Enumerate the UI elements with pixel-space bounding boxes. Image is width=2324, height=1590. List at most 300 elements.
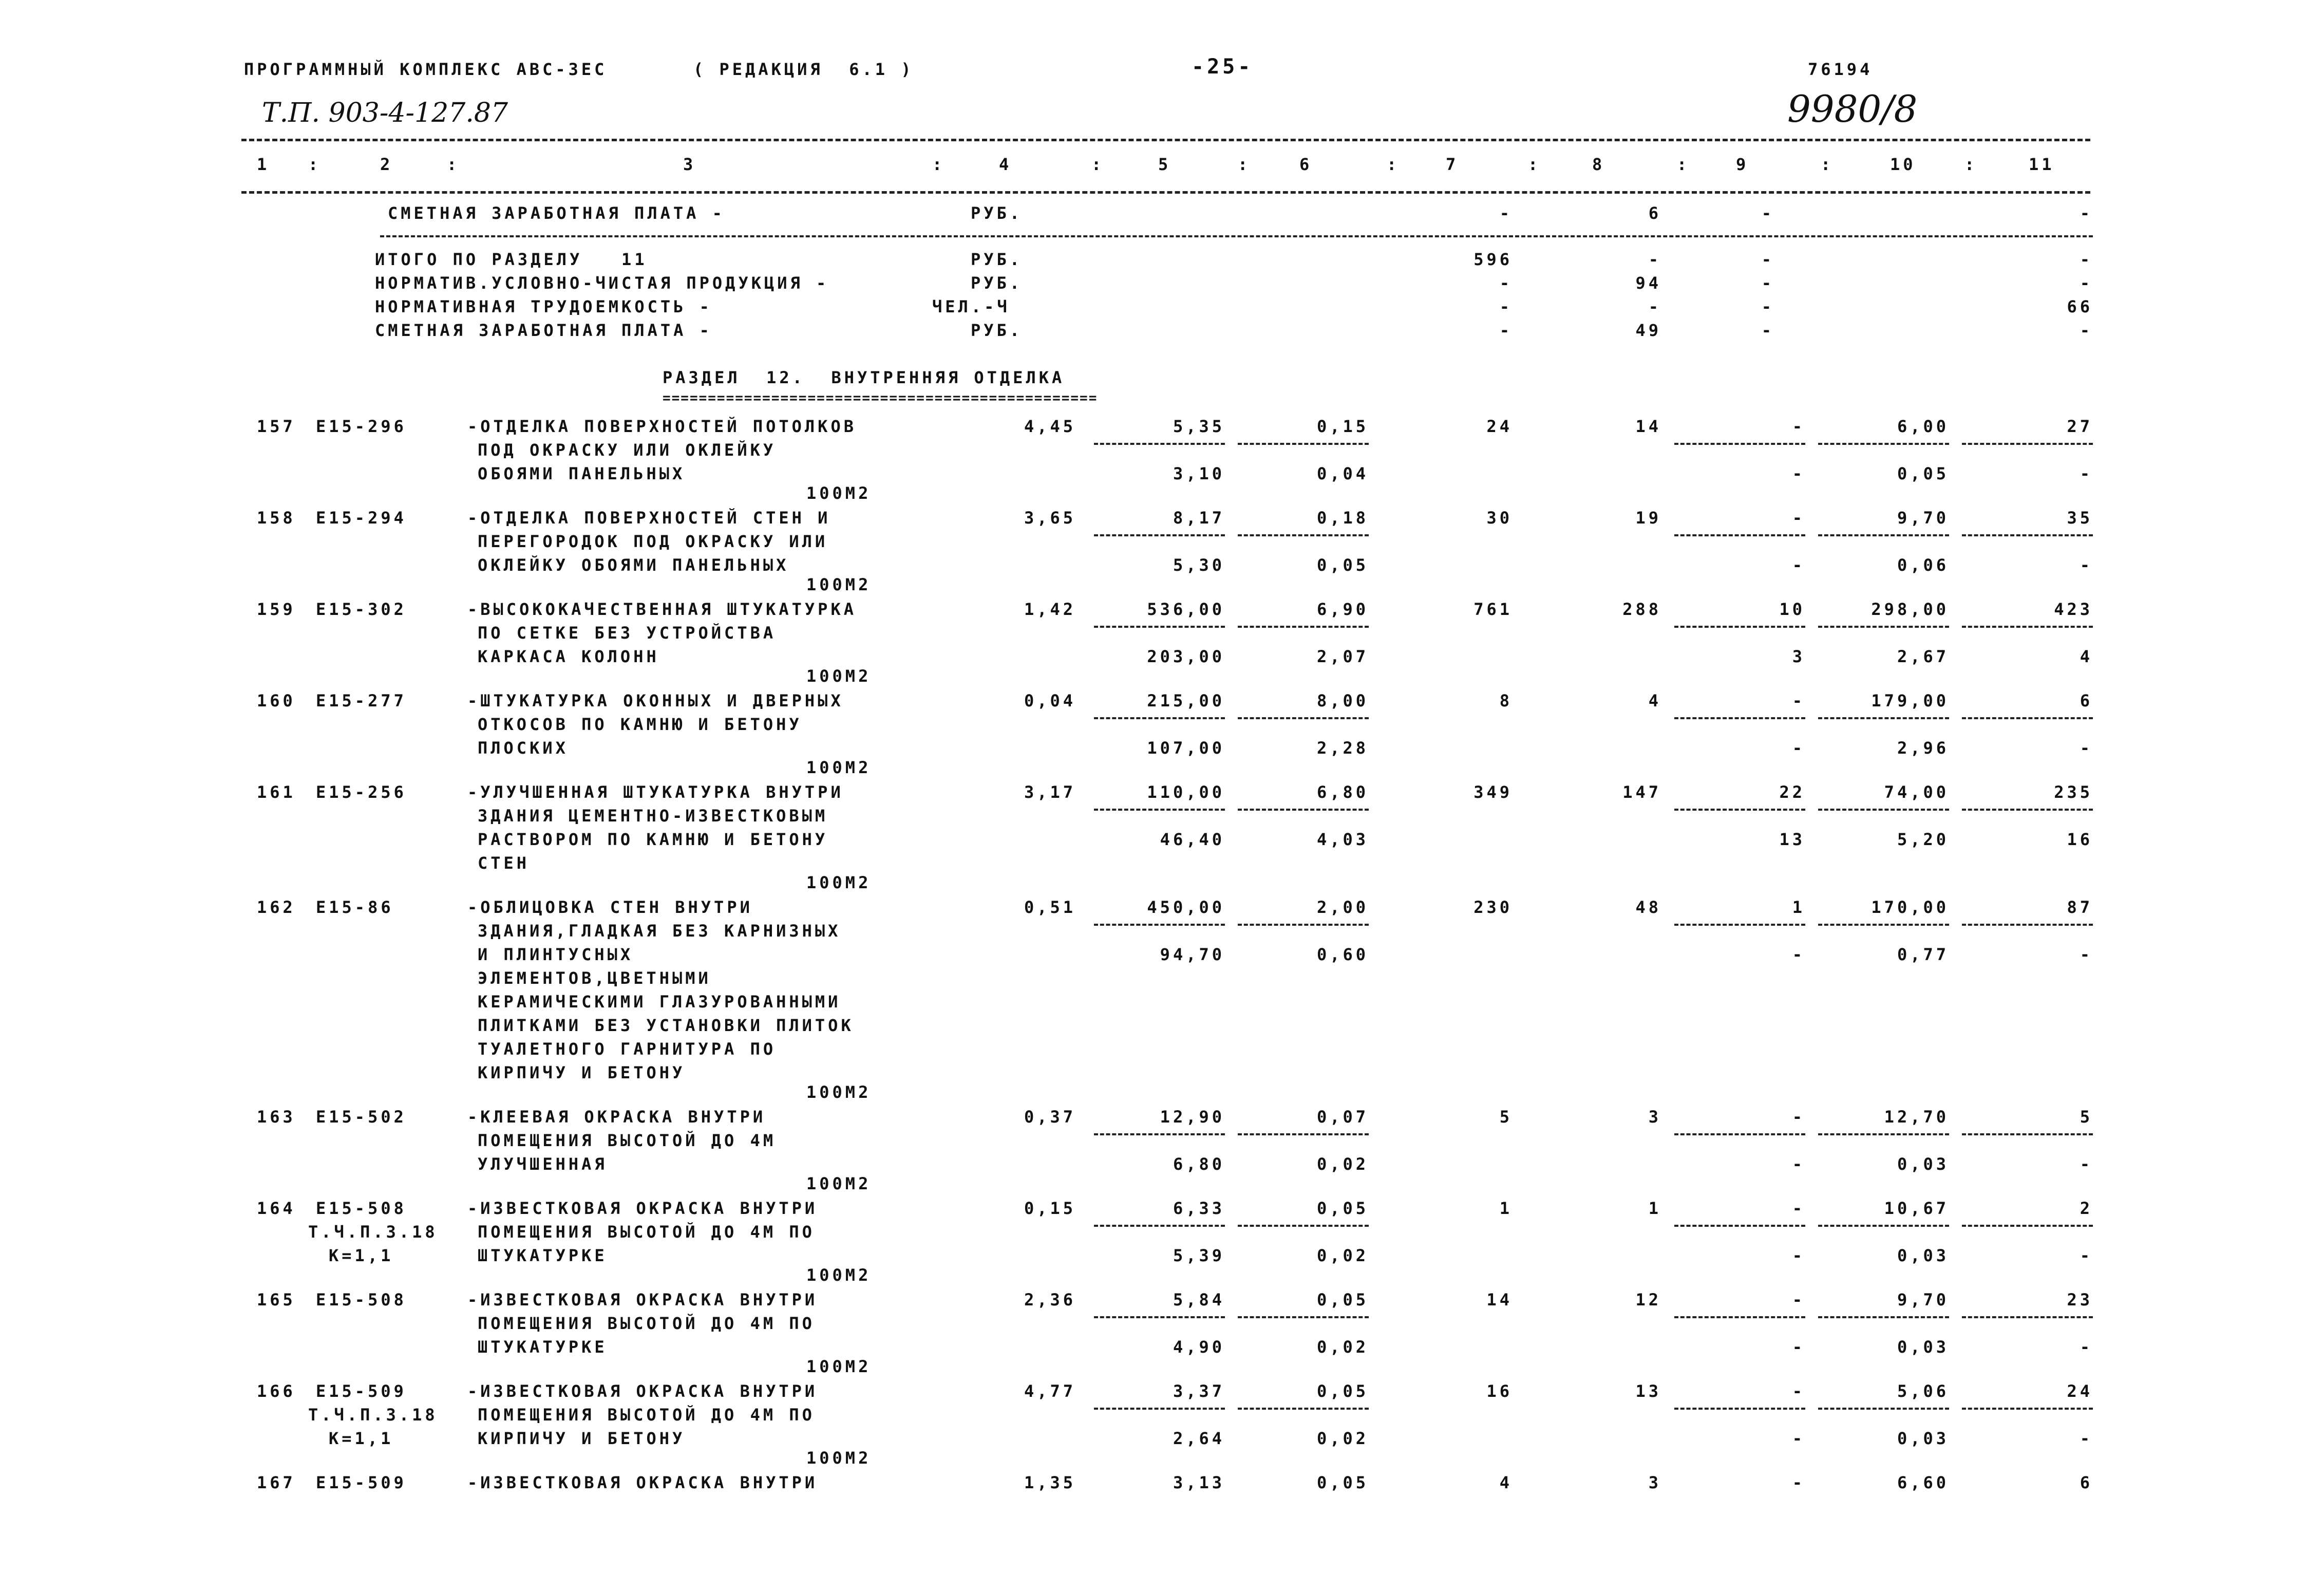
row-unit: 100М2 (806, 666, 872, 686)
row-number: 164 (257, 1199, 296, 1218)
row-c5-wage: 107,00 (1147, 738, 1225, 758)
row-c9-wage: - (1792, 555, 1805, 575)
row-c5-total: 3,13 (1173, 1473, 1225, 1492)
row-c6-total: 0,05 (1316, 1381, 1369, 1401)
row-description: ПОМЕЩЕНИЯ ВЫСОТОЙ ДО 4М (478, 1131, 777, 1150)
row-c6-total: 6,80 (1316, 782, 1369, 802)
row-number: 158 (257, 508, 296, 528)
row-c6-wage: 0,02 (1316, 1246, 1369, 1265)
column-separator: : (1091, 155, 1105, 174)
row-c7: 761 (1473, 600, 1513, 619)
column-number: 10 (1890, 155, 1916, 174)
row-number: 160 (257, 691, 296, 710)
total-c9: - (1761, 297, 1774, 316)
row-c8: 13 (1635, 1381, 1661, 1401)
row-description: И ПЛИНТУСНЫХ (478, 945, 634, 964)
c9-dash (1674, 717, 1805, 719)
c10-dash (1818, 626, 1949, 628)
row-code: Е15-294 (316, 508, 407, 528)
c5-dash (1094, 1225, 1225, 1227)
row-c11-total: 87 (2067, 897, 2093, 917)
row-description: ПО СЕТКЕ БЕЗ УСТРОЙСТВА (478, 623, 777, 643)
row-unit: 100М2 (806, 873, 872, 892)
row-number: 157 (257, 417, 296, 436)
total-unit: РУБ. (971, 250, 1023, 269)
row-c7: 14 (1486, 1290, 1513, 1310)
row-unit: 100М2 (806, 1082, 872, 1102)
row-description: ЗДАНИЯ,ГЛАДКАЯ БЕЗ КАРНИЗНЫХ (478, 921, 841, 941)
row-description: УЛУЧШЕННАЯ (478, 1154, 608, 1174)
row-c7: 16 (1486, 1381, 1513, 1401)
row-c10-total: 298,00 (1871, 600, 1949, 619)
row-code: Е15-302 (316, 600, 407, 619)
total-c7: - (1499, 297, 1513, 316)
row-c11-wage: - (2080, 1246, 2093, 1265)
c9-dash (1674, 1225, 1805, 1227)
column-number: 4 (999, 155, 1012, 174)
row-c10-total: 9,70 (1897, 508, 1949, 528)
row-c4: 0,04 (1024, 691, 1076, 710)
column-number: 5 (1158, 155, 1172, 174)
row-c10-total: 12,70 (1884, 1107, 1949, 1127)
wage-c7: - (1499, 203, 1513, 223)
section-title-underline: ================================================ (663, 390, 1098, 406)
row-description: -ИЗВЕСТКОВАЯ ОКРАСКА ВНУТРИ (467, 1473, 818, 1492)
total-label: ИТОГО ПО РАЗДЕЛУ 11 (375, 250, 648, 269)
c11-dash (1962, 924, 2093, 926)
c9-dash (1674, 1316, 1805, 1318)
row-c9-total: - (1792, 691, 1805, 710)
row-c8: 3 (1648, 1107, 1661, 1127)
row-c8: 14 (1635, 417, 1661, 436)
row-description: -ОТДЕЛКА ПОВЕРХНОСТЕЙ ПОТОЛКОВ (467, 417, 857, 436)
row-c11-total: 235 (2054, 782, 2093, 802)
column-separator: : (932, 155, 946, 174)
c5-dash (1094, 1133, 1225, 1135)
row-c7: 24 (1486, 417, 1513, 436)
row-c8: 12 (1635, 1290, 1661, 1310)
c11-dash (1962, 443, 2093, 445)
c5-dash (1094, 1316, 1225, 1318)
c10-dash (1818, 809, 1949, 811)
row-c6-wage: 0,04 (1316, 464, 1369, 483)
row-unit: 100М2 (806, 1448, 872, 1468)
row-c5-total: 536,00 (1147, 600, 1225, 619)
column-separator: : (1964, 155, 1978, 174)
row-c10-wage: 2,96 (1897, 738, 1949, 758)
row-c9-total: - (1792, 1107, 1805, 1127)
column-number: 11 (2029, 155, 2055, 174)
row-c11-wage: - (2080, 555, 2093, 575)
total-c8: - (1648, 250, 1661, 269)
wage-c11: - (2080, 203, 2093, 223)
row-c11-total: 35 (2067, 508, 2093, 528)
row-description: -ОТДЕЛКА ПОВЕРХНОСТЕЙ СТЕН И (467, 508, 831, 528)
column-separator: : (1528, 155, 1541, 174)
row-c8: 288 (1622, 600, 1661, 619)
row-unit: 100М2 (806, 483, 872, 503)
total-label: СМЕТНАЯ ЗАРАБОТНАЯ ПЛАТА - (375, 321, 712, 340)
row-description: -ОБЛИЦОВКА СТЕН ВНУТРИ (467, 897, 753, 917)
row-c10-wage: 5,20 (1897, 830, 1949, 849)
row-c10-wage: 0,05 (1897, 464, 1949, 483)
wage-c8: 6 (1648, 203, 1661, 223)
row-c6-total: 0,05 (1316, 1473, 1369, 1492)
row-code: Е15-508 (316, 1290, 407, 1310)
row-c9-total: 22 (1779, 782, 1805, 802)
row-c11-wage: - (2080, 1429, 2093, 1448)
row-c9-wage: - (1792, 464, 1805, 483)
row-c6-wage: 0,02 (1316, 1429, 1369, 1448)
row-description: -ИЗВЕСТКОВАЯ ОКРАСКА ВНУТРИ (467, 1290, 818, 1310)
row-description: ОКЛЕЙКУ ОБОЯМИ ПАНЕЛЬНЫХ (478, 555, 789, 575)
row-description: ШТУКАТУРКЕ (478, 1246, 608, 1265)
c6-dash (1238, 443, 1369, 445)
row-description: КИРПИЧУ И БЕТОНУ (478, 1063, 686, 1082)
row-c6-total: 0,15 (1316, 417, 1369, 436)
program-title: ПРОГРАММНЫЙ КОМПЛЕКС АВС-3ЕС (244, 60, 608, 79)
c9-dash (1674, 1133, 1805, 1135)
row-c5-wage: 6,80 (1173, 1154, 1225, 1174)
row-c11-wage: - (2080, 464, 2093, 483)
c11-dash (1962, 717, 2093, 719)
row-description: ОТКОСОВ ПО КАМНЮ И БЕТОНУ (478, 715, 802, 734)
row-number: 166 (257, 1381, 296, 1401)
row-c8: 19 (1635, 508, 1661, 528)
row-c7: 8 (1499, 691, 1513, 710)
row-c5-total: 3,37 (1173, 1381, 1225, 1401)
row-c11-wage: 4 (2080, 647, 2093, 666)
row-code: Е15-296 (316, 417, 407, 436)
row-c6-wage: 2,28 (1316, 738, 1369, 758)
row-c9-total: - (1792, 1199, 1805, 1218)
row-c10-total: 6,00 (1897, 417, 1949, 436)
row-c7: 349 (1473, 782, 1513, 802)
row-c10-total: 74,00 (1884, 782, 1949, 802)
row-c4: 0,15 (1024, 1199, 1076, 1218)
section-title: РАЗДЕЛ 12. ВНУТРЕННЯЯ ОТДЕЛКА (663, 368, 1065, 387)
row-description: ПОМЕЩЕНИЯ ВЫСОТОЙ ДО 4М ПО (478, 1222, 815, 1242)
row-code: Е15-509 (316, 1473, 407, 1492)
row-c5-total: 450,00 (1147, 897, 1225, 917)
row-unit: 100М2 (806, 575, 872, 594)
wage-unit: РУБ. (971, 203, 1023, 223)
column-number: 1 (257, 155, 270, 174)
row-code-extra: Т.Ч.П.3.18 (308, 1222, 438, 1242)
c11-dash (1962, 534, 2093, 536)
c6-dash (1238, 1225, 1369, 1227)
row-c9-total: 10 (1779, 600, 1805, 619)
row-c4: 2,36 (1024, 1290, 1076, 1310)
row-c6-total: 0,07 (1316, 1107, 1369, 1127)
c9-dash (1674, 809, 1805, 811)
row-c5-wage: 2,64 (1173, 1429, 1225, 1448)
column-separator: : (1677, 155, 1690, 174)
c11-dash (1962, 1225, 2093, 1227)
c10-dash (1818, 924, 1949, 926)
c11-dash (1962, 809, 2093, 811)
row-c10-total: 6,60 (1897, 1473, 1949, 1492)
row-c7: 230 (1473, 897, 1513, 917)
total-c7: 596 (1473, 250, 1513, 269)
row-c10-wage: 0,03 (1897, 1154, 1949, 1174)
row-c6-wage: 0,02 (1316, 1154, 1369, 1174)
row-number: 165 (257, 1290, 296, 1310)
row-description: ПЛОСКИХ (478, 738, 569, 758)
c9-dash (1674, 534, 1805, 536)
row-c4: 4,45 (1024, 417, 1076, 436)
row-c9-wage: 3 (1792, 647, 1805, 666)
row-code-extra: Т.Ч.П.3.18 (308, 1405, 438, 1425)
row-code: Е15-509 (316, 1381, 407, 1401)
row-c5-total: 8,17 (1173, 508, 1225, 528)
c6-dash (1238, 626, 1369, 628)
total-c8: 49 (1635, 321, 1661, 340)
c9-dash (1674, 1408, 1805, 1410)
c10-dash (1818, 443, 1949, 445)
row-c11-total: 2 (2080, 1199, 2093, 1218)
row-c7: 4 (1499, 1473, 1513, 1492)
row-c9-total: - (1792, 1473, 1805, 1492)
row-c6-wage: 4,03 (1316, 830, 1369, 849)
c10-dash (1818, 717, 1949, 719)
row-c9-total: 1 (1792, 897, 1805, 917)
c11-dash (1962, 1316, 2093, 1318)
project-code: Т.П. 903-4-127.87 (262, 98, 508, 128)
row-c10-total: 170,00 (1871, 897, 1949, 917)
total-unit: ЧЕЛ.-Ч (932, 297, 1010, 316)
row-c5-wage: 203,00 (1147, 647, 1225, 666)
row-description: -ШТУКАТУРКА ОКОННЫХ И ДВЕРНЫХ (467, 691, 844, 710)
row-c7: 1 (1499, 1199, 1513, 1218)
handwritten-code: 9980/8 (1787, 87, 1918, 130)
column-separator: : (308, 155, 322, 174)
row-c11-wage: - (2080, 738, 2093, 758)
c6-dash (1238, 809, 1369, 811)
row-c9-wage: - (1792, 738, 1805, 758)
row-c11-wage: - (2080, 945, 2093, 964)
doc-number: 76194 (1808, 60, 1873, 79)
row-c5-wage: 3,10 (1173, 464, 1225, 483)
row-c6-total: 0,05 (1316, 1199, 1369, 1218)
column-number: 6 (1299, 155, 1313, 174)
row-c8: 4 (1648, 691, 1661, 710)
total-label: НОРМАТИВНАЯ ТРУДОЕМКОСТЬ - (375, 297, 712, 316)
row-c9-total: - (1792, 508, 1805, 528)
row-description: ПЕРЕГОРОДОК ПОД ОКРАСКУ ИЛИ (478, 532, 828, 551)
row-c4: 4,77 (1024, 1381, 1076, 1401)
column-number: 9 (1736, 155, 1749, 174)
row-unit: 100М2 (806, 1174, 872, 1193)
row-c11-wage: - (2080, 1337, 2093, 1357)
row-number: 159 (257, 600, 296, 619)
row-c11-wage: 16 (2067, 830, 2093, 849)
row-c10-wage: 2,67 (1897, 647, 1949, 666)
row-description: ПОМЕЩЕНИЯ ВЫСОТОЙ ДО 4М ПО (478, 1314, 815, 1333)
row-c10-total: 9,70 (1897, 1290, 1949, 1310)
row-description: ПЛИТКАМИ БЕЗ УСТАНОВКИ ПЛИТОК (478, 1016, 854, 1035)
row-c6-total: 0,05 (1316, 1290, 1369, 1310)
column-separator: : (447, 155, 460, 174)
row-c9-wage: 13 (1779, 830, 1805, 849)
row-description: РАСТВОРОМ ПО КАМНЮ И БЕТОНУ (478, 830, 828, 849)
row-c10-wage: 0,06 (1897, 555, 1949, 575)
row-description: ТУАЛЕТНОГО ГАРНИТУРА ПО (478, 1039, 777, 1059)
column-number: 2 (380, 155, 393, 174)
row-code: Е15-277 (316, 691, 407, 710)
row-c9-total: - (1792, 1290, 1805, 1310)
row-c8: 147 (1622, 782, 1661, 802)
row-c5-total: 6,33 (1173, 1199, 1225, 1218)
c9-dash (1674, 443, 1805, 445)
row-c6-total: 6,90 (1316, 600, 1369, 619)
c5-dash (1094, 443, 1225, 445)
page-number: -25- (1192, 55, 1254, 79)
c10-dash (1818, 1408, 1949, 1410)
row-c10-total: 10,67 (1884, 1199, 1949, 1218)
row-description: -КЛЕЕВАЯ ОКРАСКА ВНУТРИ (467, 1107, 766, 1127)
row-unit: 100М2 (806, 758, 872, 777)
row-c10-wage: 0,03 (1897, 1246, 1949, 1265)
row-c5-total: 215,00 (1147, 691, 1225, 710)
row-c6-total: 0,18 (1316, 508, 1369, 528)
c10-dash (1818, 1225, 1949, 1227)
row-code: Е15-256 (316, 782, 407, 802)
row-c10-wage: 0,03 (1897, 1337, 1949, 1357)
c6-dash (1238, 924, 1369, 926)
c6-dash (1238, 1316, 1369, 1318)
total-c8: 94 (1635, 273, 1661, 293)
row-c6-wage: 0,60 (1316, 945, 1369, 964)
header-rule-bottom (241, 191, 2090, 194)
row-c4: 1,42 (1024, 600, 1076, 619)
row-c4: 1,35 (1024, 1473, 1076, 1492)
row-description: СТЕН (478, 853, 530, 873)
row-c11-total: 5 (2080, 1107, 2093, 1127)
total-c11: 66 (2067, 297, 2093, 316)
c5-dash (1094, 924, 1225, 926)
row-description: -ИЗВЕСТКОВАЯ ОКРАСКА ВНУТРИ (467, 1381, 818, 1401)
row-description: ЭЛЕМЕНТОВ,ЦВЕТНЫМИ (478, 968, 711, 988)
row-c9-wage: - (1792, 1154, 1805, 1174)
row-c11-total: 6 (2080, 691, 2093, 710)
row-number: 162 (257, 897, 296, 917)
row-code: Е15-508 (316, 1199, 407, 1218)
c10-dash (1818, 1133, 1949, 1135)
row-c5-total: 5,35 (1173, 417, 1225, 436)
row-c5-wage: 5,30 (1173, 555, 1225, 575)
total-c7: - (1499, 273, 1513, 293)
row-c5-wage: 46,40 (1160, 830, 1225, 849)
row-c9-wage: - (1792, 1337, 1805, 1357)
row-c6-wage: 0,05 (1316, 555, 1369, 575)
row-c11-total: 24 (2067, 1381, 2093, 1401)
row-c10-total: 179,00 (1871, 691, 1949, 710)
row-description: -ВЫСОКОКАЧЕСТВЕННАЯ ШТУКАТУРКА (467, 600, 857, 619)
c5-dash (1094, 809, 1225, 811)
row-c10-wage: 0,03 (1897, 1429, 1949, 1448)
row-c7: 30 (1486, 508, 1513, 528)
c11-dash (1962, 626, 2093, 628)
row-c6-total: 8,00 (1316, 691, 1369, 710)
row-c8: 1 (1648, 1199, 1661, 1218)
c5-dash (1094, 626, 1225, 628)
row-c8: 48 (1635, 897, 1661, 917)
total-c7: - (1499, 321, 1513, 340)
row-description: КАРКАСА КОЛОНН (478, 647, 659, 666)
row-description: -ИЗВЕСТКОВАЯ ОКРАСКА ВНУТРИ (467, 1199, 818, 1218)
row-c5-total: 110,00 (1147, 782, 1225, 802)
row-c9-wage: - (1792, 945, 1805, 964)
total-c11: - (2080, 321, 2093, 340)
c5-dash (1094, 1408, 1225, 1410)
row-c11-total: 6 (2080, 1473, 2093, 1492)
c10-dash (1818, 1316, 1949, 1318)
row-c4: 0,51 (1024, 897, 1076, 917)
row-c9-wage: - (1792, 1429, 1805, 1448)
total-c11: - (2080, 273, 2093, 293)
row-c9-wage: - (1792, 1246, 1805, 1265)
column-separator: : (1238, 155, 1251, 174)
row-unit: 100М2 (806, 1265, 872, 1285)
c6-dash (1238, 534, 1369, 536)
row-code-extra: К=1,1 (329, 1246, 394, 1265)
total-c11: - (2080, 250, 2093, 269)
row-description: КИРПИЧУ И БЕТОНУ (478, 1429, 686, 1448)
column-number: 3 (683, 155, 696, 174)
row-c4: 3,17 (1024, 782, 1076, 802)
edition-label: ( РЕДАКЦИЯ 6.1 ) (693, 60, 914, 79)
row-description: -УЛУЧШЕННАЯ ШТУКАТУРКА ВНУТРИ (467, 782, 844, 802)
column-number: 8 (1592, 155, 1605, 174)
total-c9: - (1761, 321, 1774, 340)
row-c6-total: 2,00 (1316, 897, 1369, 917)
total-label: НОРМАТИВ.УСЛОВНО-ЧИСТАЯ ПРОДУКЦИЯ - (375, 273, 829, 293)
pre-totals-dash (380, 235, 2093, 237)
row-c11-wage: - (2080, 1154, 2093, 1174)
total-c9: - (1761, 250, 1774, 269)
row-description: ПОД ОКРАСКУ ИЛИ ОКЛЕЙКУ (478, 440, 777, 460)
row-code: Е15-502 (316, 1107, 407, 1127)
row-c8: 3 (1648, 1473, 1661, 1492)
row-c5-wage: 94,70 (1160, 945, 1225, 964)
row-c11-total: 423 (2054, 600, 2093, 619)
total-unit: РУБ. (971, 273, 1023, 293)
column-number: 7 (1446, 155, 1459, 174)
total-c9: - (1761, 273, 1774, 293)
row-c6-wage: 0,02 (1316, 1337, 1369, 1357)
wage-c9: - (1761, 203, 1774, 223)
c6-dash (1238, 1408, 1369, 1410)
c6-dash (1238, 717, 1369, 719)
row-c4: 0,37 (1024, 1107, 1076, 1127)
row-unit: 100М2 (806, 1357, 872, 1376)
row-description: ЗДАНИЯ ЦЕМЕНТНО-ИЗВЕСТКОВЫМ (478, 806, 828, 826)
c9-dash (1674, 626, 1805, 628)
row-description: ШТУКАТУРКЕ (478, 1337, 608, 1357)
c6-dash (1238, 1133, 1369, 1135)
row-description: ПОМЕЩЕНИЯ ВЫСОТОЙ ДО 4М ПО (478, 1405, 815, 1425)
row-c9-total: - (1792, 417, 1805, 436)
total-c8: - (1648, 297, 1661, 316)
row-number: 163 (257, 1107, 296, 1127)
row-c11-total: 23 (2067, 1290, 2093, 1310)
row-c6-wage: 2,07 (1316, 647, 1369, 666)
row-code-extra: К=1,1 (329, 1429, 394, 1448)
total-unit: РУБ. (971, 321, 1023, 340)
c5-dash (1094, 717, 1225, 719)
row-c5-wage: 4,90 (1173, 1337, 1225, 1357)
